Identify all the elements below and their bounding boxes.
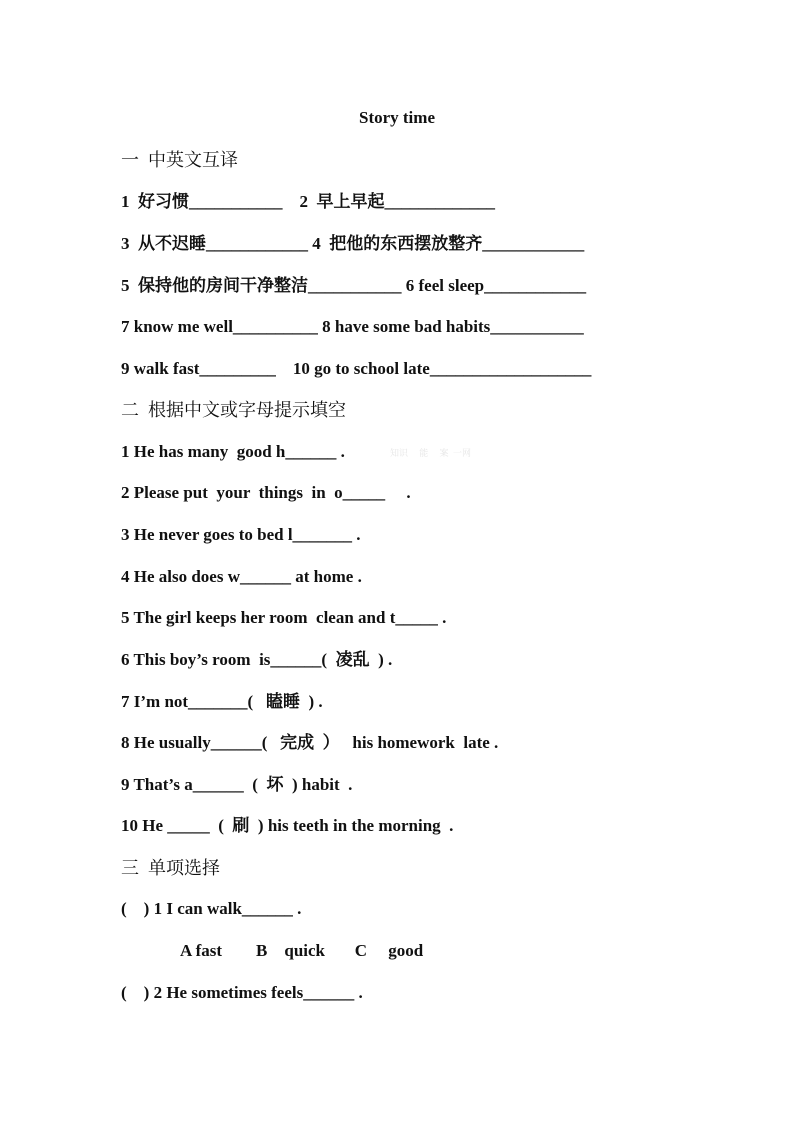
exercise-line: 7 I’m not_______( 瞌睡 ) . <box>121 692 323 711</box>
exercise-line: 3 He never goes to bed l_______ . <box>121 525 361 544</box>
exercise-line: 9 walk fast_________ 10 go to school late___________________ <box>121 359 592 378</box>
section-heading-fill-blank: 二 根据中文或字母提示填空 <box>121 400 346 420</box>
watermark-text: 知识 能 案 一网 <box>390 448 472 458</box>
exercise-line: 5 The girl keeps her room clean and t_____ . <box>121 608 447 627</box>
exercise-line: 5 保持他的房间干净整洁___________ 6 feel sleep____________ <box>121 276 587 295</box>
exercise-line: 6 This boy’s room is______( 凌乱 ) . <box>121 650 393 669</box>
question-2: ( ) 2 He sometimes feels______ . <box>121 983 363 1002</box>
section-heading-multiple-choice: 三 单项选择 <box>121 858 220 878</box>
page-title: Story time <box>358 108 435 127</box>
exercise-line: 10 He _____ ( 刷 ) his teeth in the morning . <box>121 816 454 835</box>
exercise-line: 9 That’s a______ ( 坏 ) habit . <box>121 775 353 794</box>
section-heading-translation: 一 中英文互译 <box>121 150 238 170</box>
exercise-line: 4 He also does w______ at home . <box>121 567 362 586</box>
exercise-line: 1 He has many good h______ . <box>121 442 345 461</box>
exercise-line: 7 know me well__________ 8 have some bad habits___________ <box>121 317 584 336</box>
question-1-options: A fast B quick C good <box>180 941 424 960</box>
exercise-line: 1 好习惯___________ 2 早上早起_____________ <box>121 192 495 211</box>
exercise-line: 2 Please put your things in o_____ . <box>121 483 411 502</box>
exercise-line: 8 He usually______( 完成 ） his homework late . <box>121 733 499 752</box>
question-1: ( ) 1 I can walk______ . <box>121 899 302 918</box>
exercise-line: 3 从不迟睡____________ 4 把他的东西摆放整齐____________ <box>121 234 585 253</box>
